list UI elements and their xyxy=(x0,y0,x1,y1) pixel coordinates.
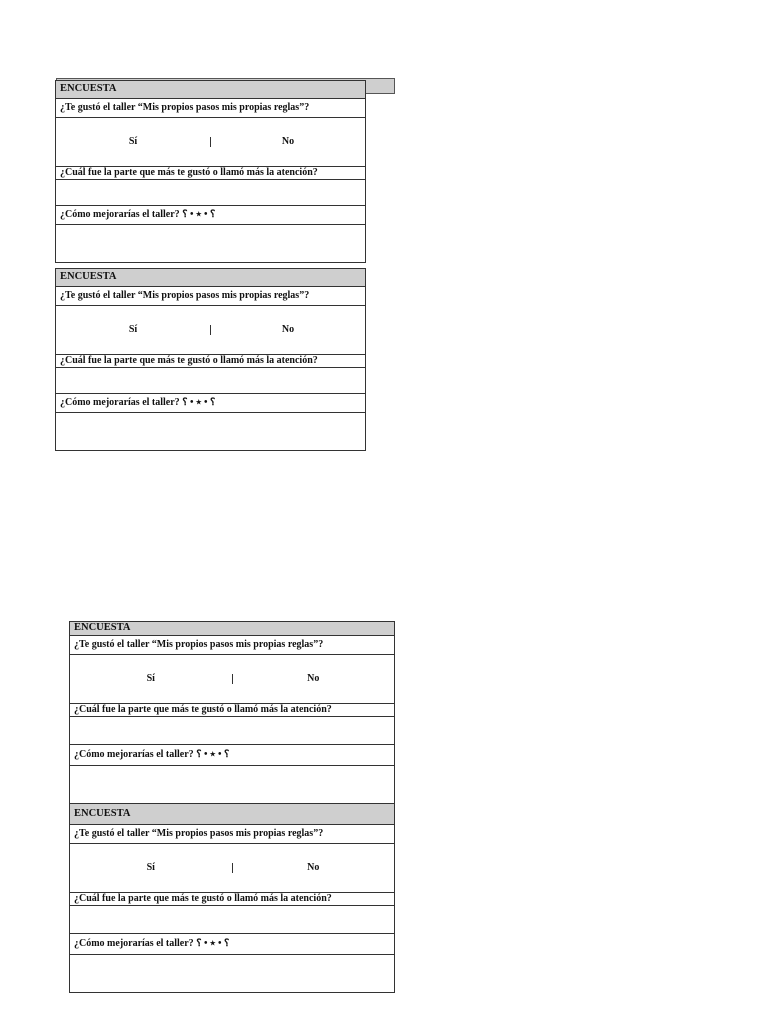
survey-form-3 xyxy=(69,621,395,804)
yes-no-choice xyxy=(56,306,365,355)
yes-no-choice xyxy=(70,844,394,893)
answer-improve-workshop[interactable] xyxy=(70,766,394,803)
survey-form-1 xyxy=(55,80,366,263)
survey-form-4 xyxy=(69,803,395,993)
option-no[interactable]: No xyxy=(307,862,320,873)
question-favorite-part: ¿Cuál fue la parte que más te gustó o llamó más la atención? xyxy=(70,704,394,717)
option-yes[interactable]: Sí xyxy=(56,325,211,335)
question-improve-workshop: ¿Cómo mejorarías el taller? ؟ • ٭ • ؟ xyxy=(70,745,394,766)
question-favorite-part: ¿Cuál fue la parte que más te gustó o llamó más la atención? xyxy=(56,355,365,368)
survey-title: ENCUESTA xyxy=(70,804,394,825)
survey-title: ENCUESTA xyxy=(70,622,394,636)
question-improve-workshop: ¿Cómo mejorarías el taller? ؟ • ٭ • ؟ xyxy=(56,206,365,225)
survey-title: ENCUESTA xyxy=(56,81,365,99)
question-liked-workshop: ¿Te gustó el taller “Mis propios pasos mis propias reglas”? xyxy=(56,287,365,306)
question-liked-workshop: ¿Te gustó el taller “Mis propios pasos mis propias reglas”? xyxy=(56,99,365,118)
option-yes[interactable]: Sí xyxy=(70,674,233,684)
survey-form-2 xyxy=(55,268,366,451)
yes-no-choice xyxy=(70,655,394,704)
question-favorite-part: ¿Cuál fue la parte que más te gustó o llamó más la atención? xyxy=(56,167,365,180)
option-yes[interactable]: Sí xyxy=(70,863,233,873)
survey-title: ENCUESTA xyxy=(56,269,365,287)
answer-improve-workshop[interactable] xyxy=(56,413,365,450)
answer-favorite-part[interactable] xyxy=(70,717,394,745)
answer-improve-workshop[interactable] xyxy=(56,225,365,262)
question-liked-workshop: ¿Te gustó el taller “Mis propios pasos mis propias reglas”? xyxy=(70,825,394,844)
answer-favorite-part[interactable] xyxy=(56,368,365,394)
answer-improve-workshop[interactable] xyxy=(70,955,394,992)
question-improve-workshop: ¿Cómo mejorarías el taller? ؟ • ٭ • ؟ xyxy=(70,934,394,955)
yes-no-choice xyxy=(56,118,365,167)
question-favorite-part: ¿Cuál fue la parte que más te gustó o llamó más la atención? xyxy=(70,893,394,906)
question-liked-workshop: ¿Te gustó el taller “Mis propios pasos mis propias reglas”? xyxy=(70,636,394,655)
option-no[interactable]: No xyxy=(307,673,320,684)
question-improve-workshop: ¿Cómo mejorarías el taller? ؟ • ٭ • ؟ xyxy=(56,394,365,413)
option-no[interactable]: No xyxy=(281,324,295,335)
option-yes[interactable]: Sí xyxy=(56,137,211,147)
answer-favorite-part[interactable] xyxy=(70,906,394,934)
answer-favorite-part[interactable] xyxy=(56,180,365,206)
option-no[interactable]: No xyxy=(281,136,295,147)
